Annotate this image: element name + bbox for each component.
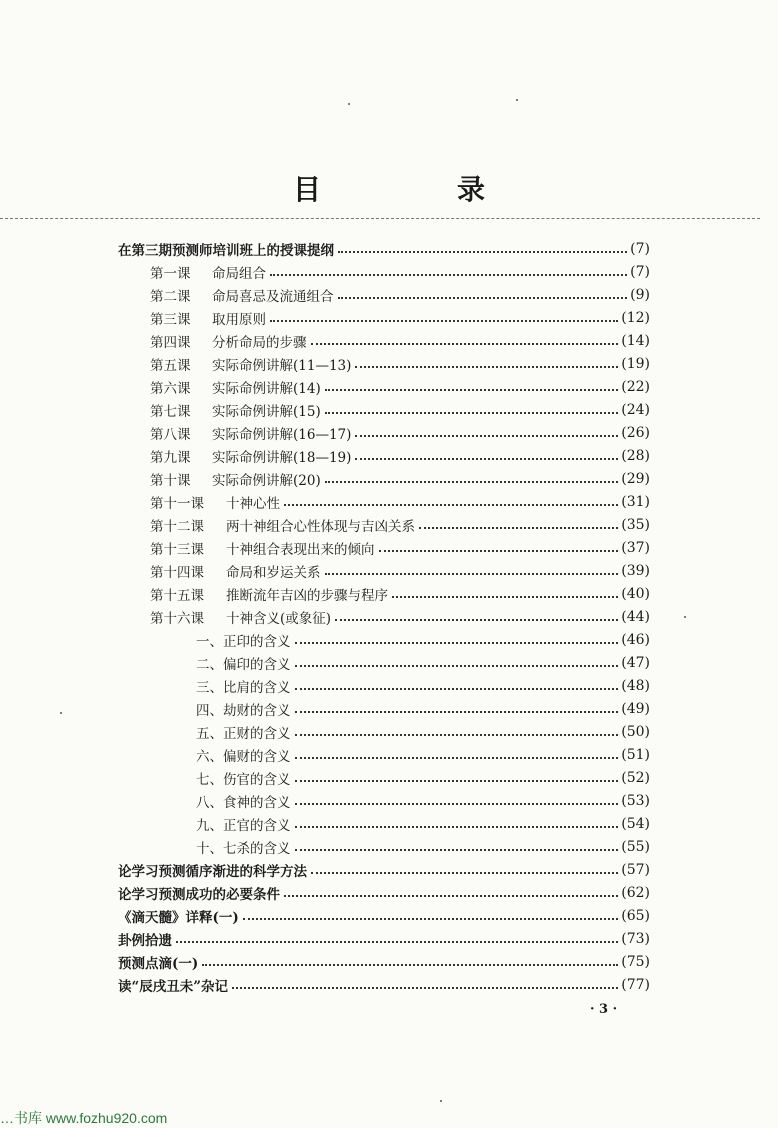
toc-leader-dots bbox=[338, 251, 627, 253]
toc-page-number: (28) bbox=[621, 448, 650, 464]
toc-lesson-number: 第十五课 bbox=[150, 588, 204, 604]
toc-leader-dots bbox=[295, 642, 619, 644]
toc-entry bbox=[118, 905, 650, 927]
toc-entry-title: 读“辰戌丑未”杂记 bbox=[118, 979, 229, 995]
toc-page-number: (19) bbox=[621, 356, 650, 372]
toc-entry bbox=[196, 790, 650, 812]
toc-entry-label bbox=[196, 814, 291, 834]
toc-entry-label bbox=[150, 262, 266, 282]
toc-leader-dots bbox=[270, 320, 618, 322]
toc-page-number: (24) bbox=[621, 402, 650, 418]
toc-page-number: (7) bbox=[630, 241, 650, 257]
toc-entry-title: 四、劫财的含义 bbox=[196, 703, 291, 719]
toc-lesson-number: 第九课 bbox=[150, 450, 191, 466]
toc-entry-label bbox=[118, 975, 228, 995]
toc-entry-title: 《滴天髓》详释(一) bbox=[118, 910, 239, 926]
toc-page-number: (53) bbox=[621, 793, 650, 809]
toc-page-number: (55) bbox=[621, 839, 650, 855]
toc-lesson-number: 第六课 bbox=[150, 381, 191, 397]
toc-lesson-number: 第十一课 bbox=[150, 496, 204, 512]
toc-page-number: (77) bbox=[621, 977, 650, 993]
toc-page-number: (75) bbox=[621, 954, 650, 970]
toc-lesson-number: 第四课 bbox=[150, 335, 191, 351]
toc-entry bbox=[196, 629, 650, 651]
toc-lesson-number: 第一课 bbox=[150, 266, 191, 282]
toc-leader-dots bbox=[295, 803, 619, 805]
toc-entry-label bbox=[196, 791, 291, 811]
toc-entry-title: 在第三期预测师培训班上的授课提纲 bbox=[118, 243, 334, 259]
toc-entry bbox=[118, 974, 650, 996]
toc-entry-title: 二、偏印的含义 bbox=[196, 657, 291, 673]
toc-entry bbox=[150, 284, 650, 306]
scan-speck bbox=[60, 712, 62, 714]
toc-entry-label bbox=[196, 630, 291, 650]
toc-leader-dots bbox=[311, 872, 618, 874]
toc-entry-label bbox=[150, 561, 321, 581]
toc-page-number: (73) bbox=[621, 931, 650, 947]
toc-lesson-number: 第七课 bbox=[150, 404, 191, 420]
toc-leader-dots bbox=[243, 918, 618, 920]
toc-entry-label bbox=[150, 354, 351, 374]
toc-entry-title: 七、伤官的含义 bbox=[196, 772, 291, 788]
toc-entry bbox=[196, 721, 650, 743]
toc-page-number: (29) bbox=[621, 471, 650, 487]
toc-page-number: (47) bbox=[621, 655, 650, 671]
toc-leader-dots bbox=[284, 504, 618, 506]
toc-leader-dots bbox=[355, 366, 618, 368]
toc-leader-dots bbox=[392, 596, 618, 598]
toc-page-number: (26) bbox=[621, 425, 650, 441]
toc-entry bbox=[150, 583, 650, 605]
toc-entry-label bbox=[150, 285, 334, 305]
toc-page-number: (65) bbox=[621, 908, 650, 924]
toc-page-number: (7) bbox=[630, 264, 650, 280]
toc-entry-title: 实际命例讲解(11—13) bbox=[212, 358, 352, 374]
toc-lesson-number: 第十四课 bbox=[150, 565, 204, 581]
toc-leader-dots bbox=[176, 941, 618, 943]
toc-entry-title: 六、偏财的含义 bbox=[196, 749, 291, 765]
toc-leader-dots bbox=[338, 297, 628, 299]
toc-leader-dots bbox=[311, 343, 619, 345]
toc-page-number: (49) bbox=[621, 701, 650, 717]
toc-entry-title: 两十神组合心性体现与吉凶关系 bbox=[226, 519, 415, 535]
toc-page-number: (57) bbox=[621, 862, 650, 878]
toc-entry-label bbox=[150, 331, 307, 351]
toc-entry-label bbox=[196, 699, 291, 719]
toc-entry bbox=[118, 238, 650, 260]
toc-page-number: (46) bbox=[621, 632, 650, 648]
toc-entry-label bbox=[196, 722, 291, 742]
toc-entry-title: 五、正财的含义 bbox=[196, 726, 291, 742]
toc-entry bbox=[150, 491, 650, 513]
toc-leader-dots bbox=[295, 734, 619, 736]
toc-page-number: (52) bbox=[621, 770, 650, 786]
toc-leader-dots bbox=[355, 435, 618, 437]
toc-leader-dots bbox=[295, 711, 619, 713]
toc-page-number: (37) bbox=[621, 540, 650, 556]
toc-entry-label bbox=[150, 446, 351, 466]
toc-entry bbox=[150, 399, 650, 421]
toc-entry-title: 十神含义(或象征) bbox=[226, 611, 332, 627]
toc-page-number: (40) bbox=[621, 586, 650, 602]
toc-page-number: (62) bbox=[621, 885, 650, 901]
toc-entry bbox=[196, 698, 650, 720]
toc-entry-label bbox=[150, 607, 331, 627]
toc-leader-dots bbox=[295, 757, 619, 759]
toc-leader-dots bbox=[232, 987, 618, 989]
toc-entry-label bbox=[118, 906, 239, 926]
toc-entry-title: 预测点滴(一) bbox=[118, 956, 199, 972]
toc-entry-label bbox=[118, 239, 334, 259]
title-divider bbox=[0, 218, 760, 219]
toc-leader-dots bbox=[284, 895, 618, 897]
toc-entry bbox=[196, 836, 650, 858]
toc-entry-title: 论学习预测成功的必要条件 bbox=[118, 887, 280, 903]
toc-page-number: (14) bbox=[621, 333, 650, 349]
toc-leader-dots bbox=[295, 780, 619, 782]
toc-entry-label bbox=[150, 400, 321, 420]
toc-entry-label bbox=[196, 745, 291, 765]
toc-entry-label bbox=[118, 883, 280, 903]
toc-entry-title: 九、正官的含义 bbox=[196, 818, 291, 834]
toc-entry-label bbox=[150, 423, 351, 443]
footer-watermark: …书库 www.fozhu920.com bbox=[0, 1110, 168, 1126]
toc-leader-dots bbox=[295, 688, 619, 690]
toc-entry bbox=[150, 261, 650, 283]
toc-entry-label bbox=[196, 768, 291, 788]
toc-entry bbox=[150, 445, 650, 467]
toc-page-number: (31) bbox=[621, 494, 650, 510]
toc-entry-title: 论学习预测循序渐进的科学方法 bbox=[118, 864, 307, 880]
toc-leader-dots bbox=[202, 964, 618, 966]
toc-entry bbox=[150, 330, 650, 352]
toc-entry-title: 一、正印的含义 bbox=[196, 634, 291, 650]
toc-leader-dots bbox=[295, 665, 619, 667]
toc-leader-dots bbox=[335, 619, 618, 621]
toc-entry-title: 十神心性 bbox=[226, 496, 280, 512]
toc-entry bbox=[150, 560, 650, 582]
toc-entry bbox=[196, 675, 650, 697]
toc-entry-title: 卦例拾遗 bbox=[118, 933, 172, 949]
toc-entry bbox=[196, 767, 650, 789]
toc-entry bbox=[150, 514, 650, 536]
toc-entry bbox=[150, 307, 650, 329]
scan-speck bbox=[516, 99, 518, 101]
toc-title: 目 录 bbox=[292, 173, 539, 206]
toc-entry-title: 八、食神的含义 bbox=[196, 795, 291, 811]
toc-page-number: (51) bbox=[621, 747, 650, 763]
toc-entry-title: 实际命例讲解(16—17) bbox=[212, 427, 352, 443]
toc-lesson-number: 第五课 bbox=[150, 358, 191, 374]
toc-leader-dots bbox=[419, 527, 618, 529]
toc-entry-title: 实际命例讲解(20) bbox=[212, 473, 321, 489]
toc-page-number: (9) bbox=[630, 287, 650, 303]
toc-lesson-number: 第十二课 bbox=[150, 519, 204, 535]
toc-entry-title: 十神组合表现出来的倾向 bbox=[226, 542, 375, 558]
toc-entry-title: 命局和岁运关系 bbox=[226, 565, 321, 581]
toc-entry bbox=[150, 353, 650, 375]
toc-page-number: (44) bbox=[621, 609, 650, 625]
toc-entry bbox=[118, 951, 650, 973]
toc-entry bbox=[118, 928, 650, 950]
scan-speck bbox=[684, 616, 686, 618]
toc-entry bbox=[150, 606, 650, 628]
toc-entry-title: 命局组合 bbox=[212, 266, 266, 282]
toc-page-number: (50) bbox=[621, 724, 650, 740]
toc-lesson-number: 第二课 bbox=[150, 289, 191, 305]
toc-lesson-number: 第八课 bbox=[150, 427, 191, 443]
page-number: · 3 · bbox=[590, 1002, 618, 1017]
toc-entry-label bbox=[150, 515, 415, 535]
toc-entry-title: 推断流年吉凶的步骤与程序 bbox=[226, 588, 388, 604]
toc-entry bbox=[150, 422, 650, 444]
toc-entry bbox=[150, 468, 650, 490]
toc-entry-label bbox=[150, 377, 321, 397]
toc-lesson-number: 第十六课 bbox=[150, 611, 204, 627]
toc-entry-title: 三、比肩的含义 bbox=[196, 680, 291, 696]
toc-leader-dots bbox=[379, 550, 619, 552]
toc-entry-label bbox=[196, 837, 291, 857]
toc-entry bbox=[150, 376, 650, 398]
toc-page-number: (54) bbox=[621, 816, 650, 832]
toc-page-number: (35) bbox=[621, 517, 650, 533]
toc-page-number: (39) bbox=[621, 563, 650, 579]
toc-entry bbox=[196, 652, 650, 674]
toc-leader-dots bbox=[270, 274, 627, 276]
toc-entry-title: 实际命例讲解(15) bbox=[212, 404, 321, 420]
toc-entry-label bbox=[196, 676, 291, 696]
toc-entry-title: 实际命例讲解(18—19) bbox=[212, 450, 352, 466]
toc-entry-label bbox=[150, 308, 266, 328]
toc-leader-dots bbox=[295, 826, 619, 828]
toc-entry bbox=[150, 537, 650, 559]
toc-leader-dots bbox=[355, 458, 618, 460]
toc-entry-label bbox=[196, 653, 291, 673]
toc-entry-label bbox=[150, 492, 280, 512]
toc-entry-title: 分析命局的步骤 bbox=[212, 335, 307, 351]
toc-page-number: (48) bbox=[621, 678, 650, 694]
toc-entry-title: 命局喜忌及流通组合 bbox=[212, 289, 334, 305]
scan-speck bbox=[348, 103, 350, 105]
toc-entry bbox=[196, 813, 650, 835]
toc-entry-label bbox=[118, 860, 307, 880]
toc-entry bbox=[118, 859, 650, 881]
toc-entry-label bbox=[118, 952, 198, 972]
toc-entry-title: 取用原则 bbox=[212, 312, 266, 328]
toc-entry-title: 十、七杀的含义 bbox=[196, 841, 291, 857]
toc-page-number: (12) bbox=[621, 310, 650, 326]
toc-lesson-number: 第十三课 bbox=[150, 542, 204, 558]
toc-page-number: (22) bbox=[621, 379, 650, 395]
toc-entry bbox=[196, 744, 650, 766]
scan-speck bbox=[440, 1100, 442, 1102]
toc-lesson-number: 第三课 bbox=[150, 312, 191, 328]
toc-entry-label bbox=[150, 584, 388, 604]
toc-entry bbox=[118, 882, 650, 904]
toc-entry-label bbox=[150, 538, 375, 558]
toc-leader-dots bbox=[295, 849, 619, 851]
toc-entry-label bbox=[118, 929, 172, 949]
toc-entry-title: 实际命例讲解(14) bbox=[212, 381, 321, 397]
toc-leader-dots bbox=[325, 481, 619, 483]
toc-lesson-number: 第十课 bbox=[150, 473, 191, 489]
toc-leader-dots bbox=[325, 389, 619, 391]
toc-leader-dots bbox=[325, 412, 619, 414]
toc-entry-label bbox=[150, 469, 321, 489]
toc-leader-dots bbox=[325, 573, 619, 575]
